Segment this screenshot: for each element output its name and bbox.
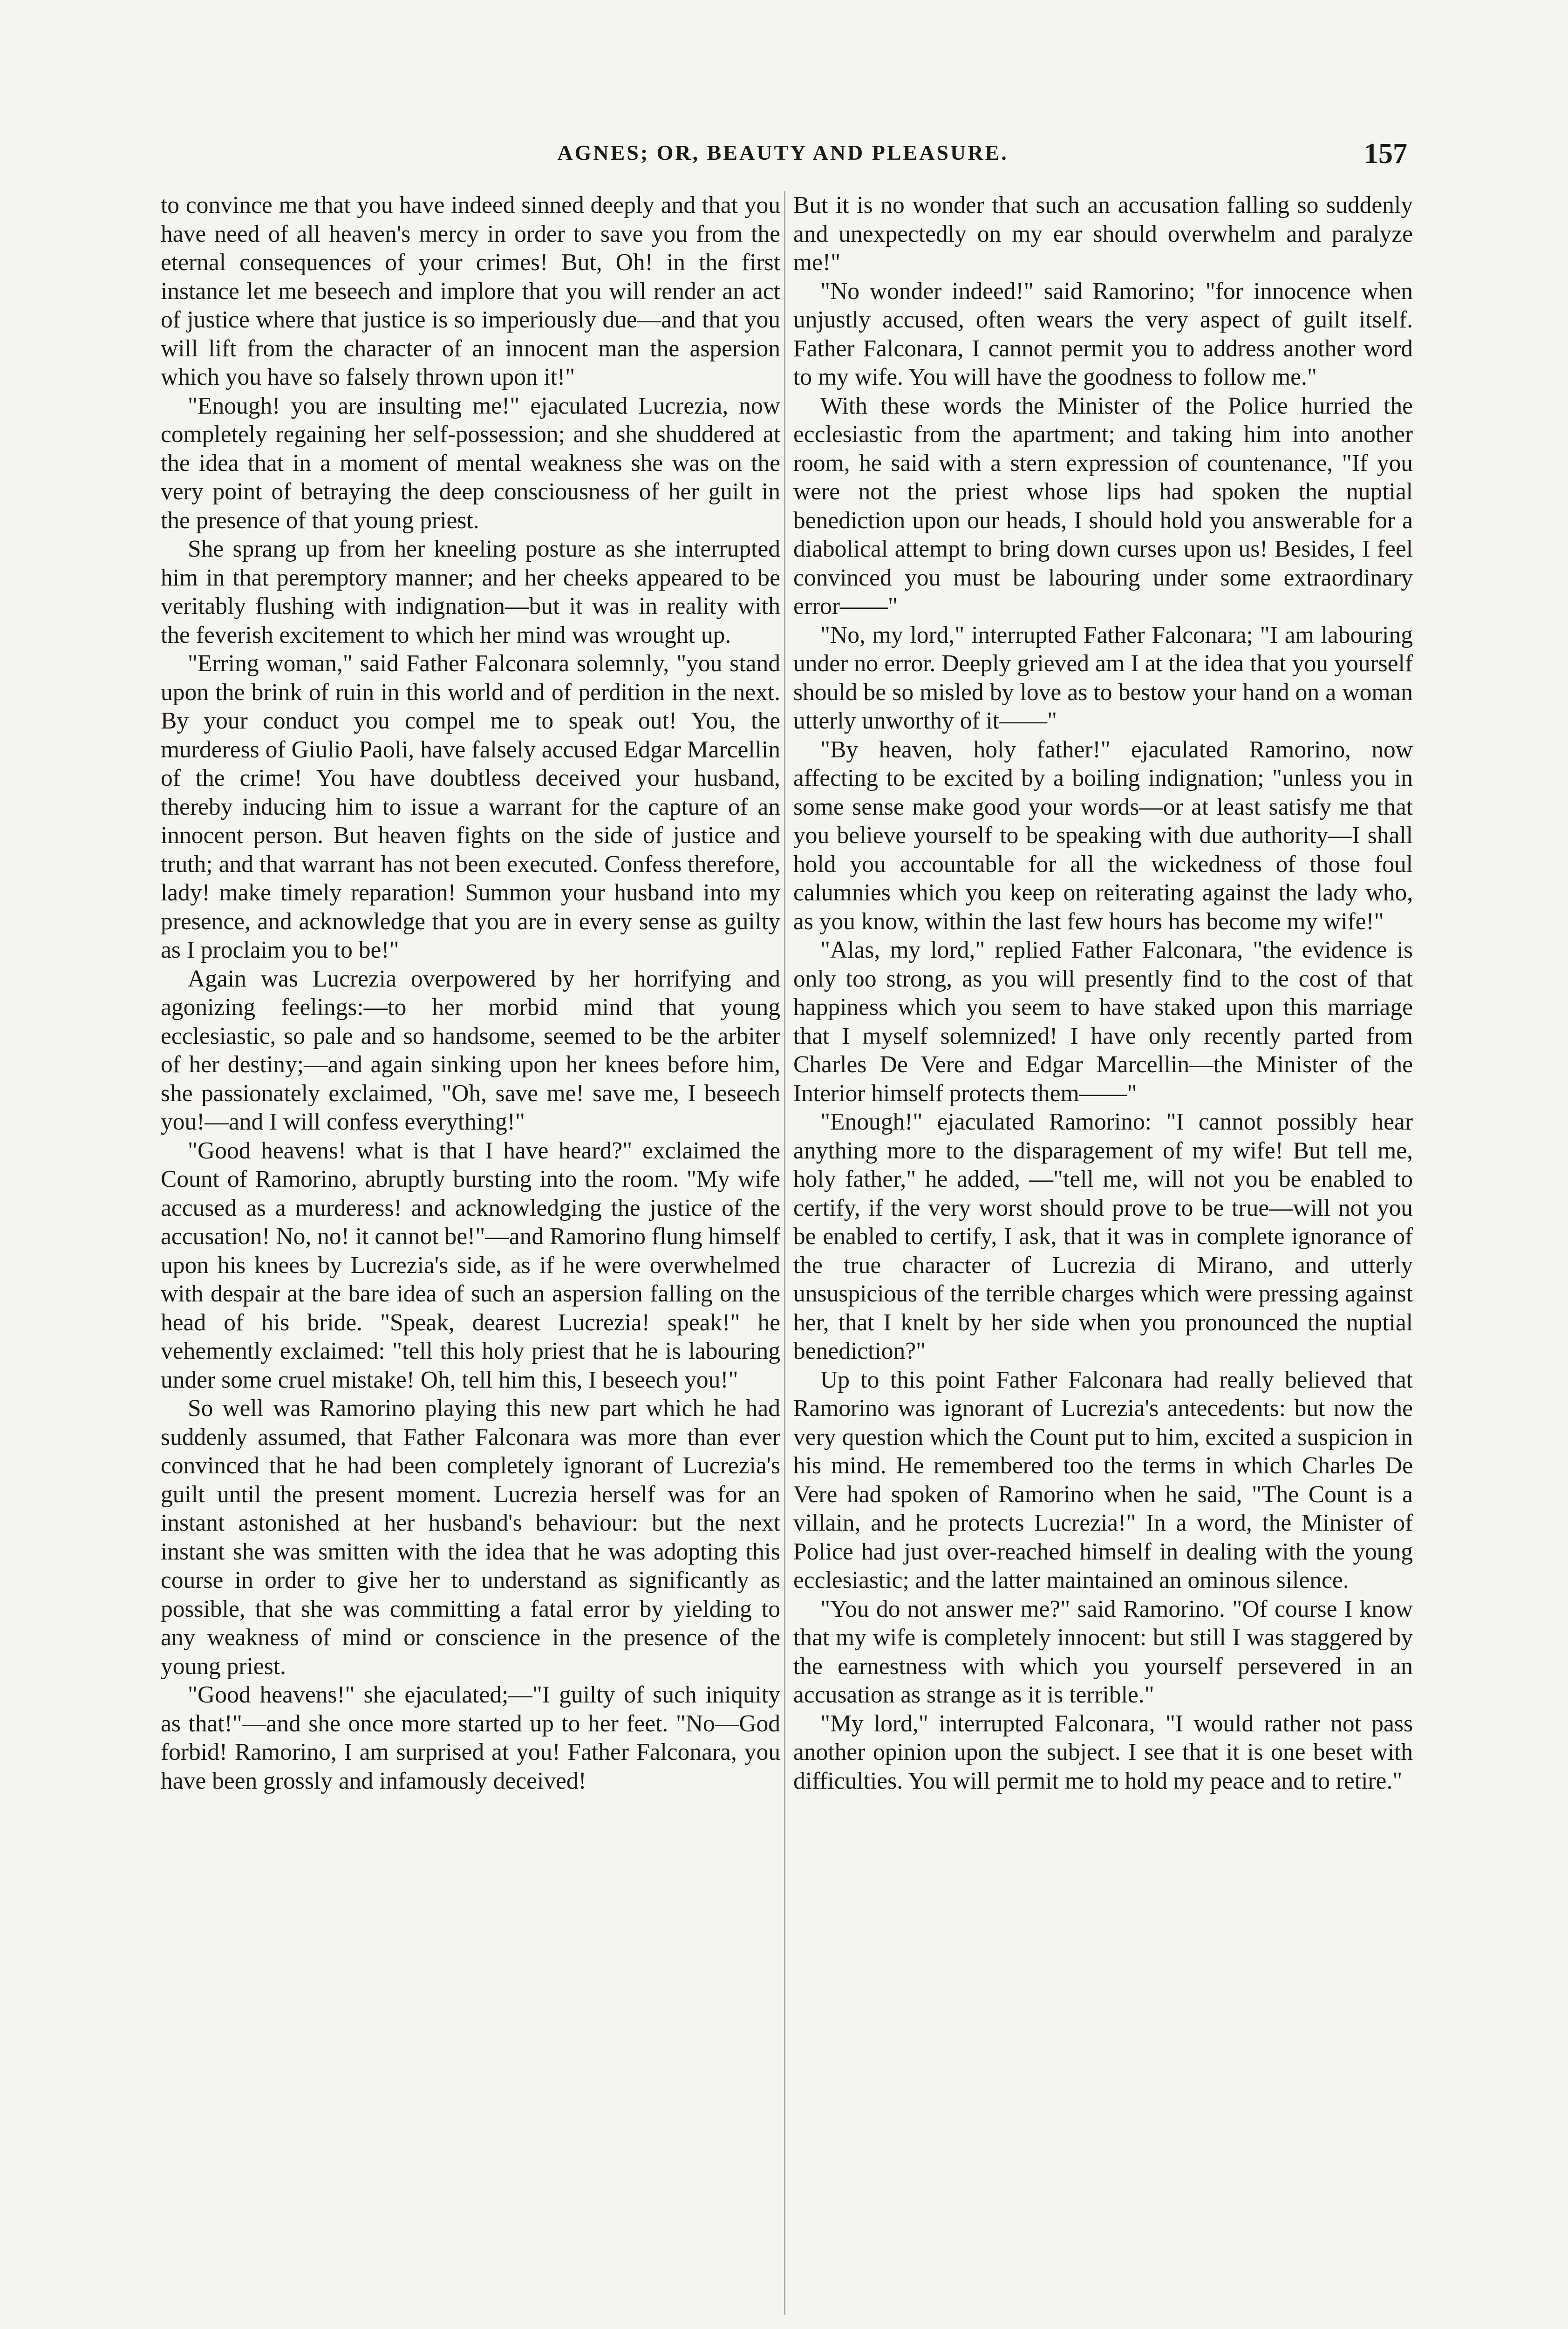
page-number: 157 [1364, 138, 1407, 170]
right-column [793, 191, 1413, 1795]
paragraph: "By heaven, holy father!" ejaculated Ramorino, now affecting to be excited by a boiling indignation; "unless you in some sense make good your words—or at least satisfy me that you believe yourself to be speaking with due authority—I shall hold you accountable for all the wickedness of those foul calumnies which you keep on reiterating against the lady who, as you know, within the last few hours has become my wife!" [793, 736, 1413, 935]
paragraph: "Enough! you are insulting me!" ejaculated Lucrezia, now completely regaining her self-possession; and she shuddered at the idea that in a moment of mental weakness she was on the very point of betraying the deep consciousness of her guilt in the presence of that young priest. [161, 392, 780, 534]
paragraph: "No, my lord," interrupted Father Falconara; "I am labouring under no error. Deeply grieved am I at the idea that you yourself should be so misled by love as to bestow your hand on a woman utterly unworthy of it——" [793, 621, 1413, 734]
paragraph: So well was Ramorino playing this new part which he had suddenly assumed, that Father Falconara was more than ever convinced that he had been completely ignorant of Lucrezia's guilt until the present moment. Lucrezia herself was for an instant astonished at her husband's behaviour: but the next instant she was smitten with the idea that he was adopting this course in order to give her to understand as significantly as possible, that she was committing a fatal error by yielding to any weakness of mind or conscience in the presence of the young priest. [161, 1395, 780, 1680]
paragraph: Again was Lucrezia overpowered by her horrifying and agonizing feelings:—to her morbid mind that young ecclesiastic, so pale and so handsome, seemed to be the arbiter of her destiny;—and again sinking upon her knees before him, she passionately exclaimed, "Oh, save me! save me, I beseech you!—and I will confess everything!" [161, 965, 780, 1135]
paragraph: "Alas, my lord," replied Father Falconara, "the evidence is only too strong, as you will presently find to the cost of that happiness which you seem to have staked upon this marriage that I myself solemnized! I have only recently parted from Charles De Vere and Edgar Marcellin—the Minister of the Interior himself protects them——" [793, 937, 1413, 1107]
paragraph: "My lord," interrupted Falconara, "I would rather not pass another opinion upon the subject. I see that it is one beset with difficulties. You will permit me to hold my peace and to retire." [793, 1710, 1413, 1794]
running-title: AGNES; OR, BEAUTY AND PLEASURE. [557, 141, 1009, 164]
paragraph: "Enough!" ejaculated Ramorino: "I cannot possibly hear anything more to the disparagement of my wife! But tell me, holy father," he added, —"tell me, will not you be enabled to certify, if the very worst should prove to be true—will not you be enabled to certify, I ask, that it was in complete ignorance of the true character of Lucrezia di Mirano, and utterly unsuspicious of the terrible charges which were pressing against her, that I knelt by her side when you pronounced the nuptial benediction?" [793, 1109, 1413, 1364]
paragraph: "You do not answer me?" said Ramorino. "Of course I know that my wife is completely innocent: but still I was staggered by the earnestness with which you yourself persevered in an accusation as strange as it is terrible." [793, 1595, 1413, 1708]
paragraph: But it is no wonder that such an accusation falling so suddenly and unexpectedly on my ear should overwhelm and paralyze me!" [793, 192, 1413, 276]
column-divider [784, 191, 785, 2315]
paragraph: to convince me that you have indeed sinned deeply and that you have need of all heaven's mercy in order to save you from the eternal consequences of your crimes! But, Oh! in the first instance let me beseech and implore that you will render an act of justice where that justice is so imperiously due—and that you will lift from the character of an innocent man the aspersion which you have so falsely thrown upon it!" [161, 192, 780, 390]
paragraph: She sprang up from her kneeling posture as she interrupted him in that peremptory manner; and her cheeks appeared to be veritably flushing with indignation—but it was in reality with the feverish excitement to which her mind was wrought up. [161, 536, 780, 648]
paragraph: Up to this point Father Falconara had really believed that Ramorino was ignorant of Lucrezia's antecedents: but now the very question which the Count put to him, excited a suspicion in his mind. He remembered too the terms in which Charles De Vere had spoken of Ramorino when he said, "The Count is a villain, and he protects Lucrezia!" In a word, the Minister of Police had just over-reached himself in dealing with the young ecclesiastic; and the latter maintained an ominous silence. [793, 1366, 1413, 1594]
left-column [161, 191, 780, 1795]
page-header [158, 137, 1407, 179]
paragraph: "No wonder indeed!" said Ramorino; "for innocence when unjustly accused, often wears the very aspect of guilt itself. Father Falconara, I cannot permit you to address another word to my wife. You will have the goodness to follow me." [793, 278, 1413, 390]
paragraph: "Good heavens! what is that I have heard?" exclaimed the Count of Ramorino, abruptly bursting into the room. "My wife accused as a murderess! and acknowledging the justice of the accusation! No, no! it cannot be!"—and Ramorino flung himself upon his knees by Lucrezia's side, as if he were overwhelmed with despair at the bare idea of such an aspersion falling on the head of his bride. "Speak, dearest Lucrezia! speak!" he vehemently exclaimed: "tell this holy priest that he is labouring under some cruel mistake! Oh, tell him this, I beseech you!" [161, 1137, 780, 1393]
paragraph: With these words the Minister of the Police hurried the ecclesiastic from the apartment; and taking him into another room, he said with a stern expression of countenance, "If you were not the priest whose lips had spoken the nuptial benediction upon our heads, I should hold you answerable for a diabolical attempt to bring down curses upon us! Besides, I feel convinced you must be labouring under some extraordinary error——" [793, 392, 1413, 620]
paragraph: "Good heavens!" she ejaculated;—"I guilty of such iniquity as that!"—and she once more started up to her feet. "No—God forbid! Ramorino, I am surprised at you! Father Falconara, you have been grossly and infamously deceived! [161, 1682, 780, 1794]
paragraph: "Erring woman," said Father Falconara solemnly, "you stand upon the brink of ruin in this world and of perdition in the next. By your conduct you compel me to speak out! You, the murderess of Giulio Paoli, have falsely accused Edgar Marcellin of the crime! You have doubtless deceived your husband, thereby inducing him to issue a warrant for the capture of an innocent person. But heaven fights on the side of justice and truth; and that warrant has not been executed. Confess therefore, lady! make timely reparation! Summon your husband into my presence, and acknowledge that you are in every sense as guilty as I proclaim you to be!" [161, 650, 780, 963]
